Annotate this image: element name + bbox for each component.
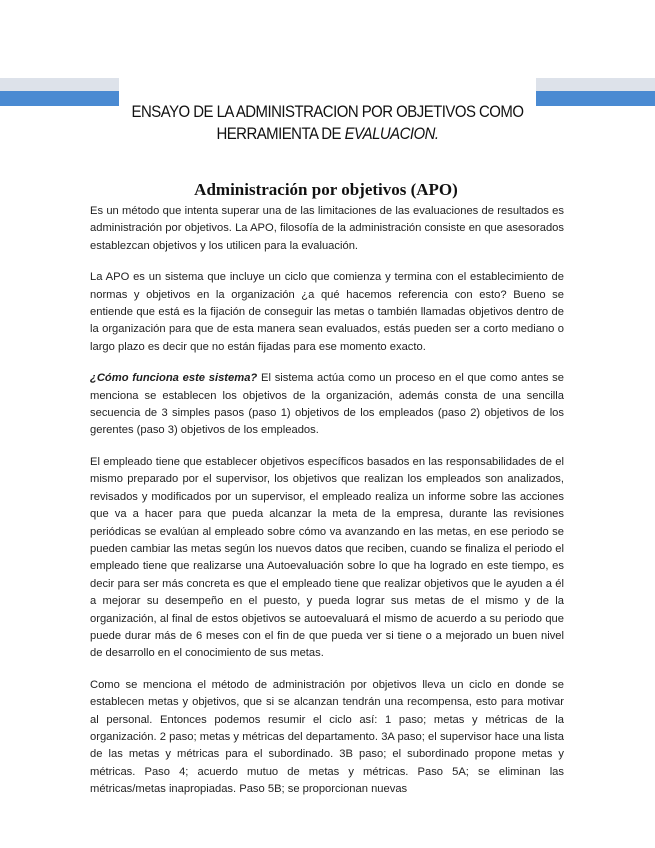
title-line-2-italic: EVALUACION. bbox=[344, 124, 439, 143]
paragraph-3 bbox=[90, 370, 564, 440]
title-line-1: ENSAYO DE LA ADMINISTRACION POR OBJETIVOS COMO bbox=[131, 102, 524, 121]
paragraph-1: Es un método que intenta superar una de las limitaciones de las evaluaciones de resultados es administración por objetivos. La APO, filosofía de la administración consiste en que asesorados establezcan objetivos y los utilicen para la evaluación. bbox=[90, 205, 564, 252]
decorative-band-left bbox=[0, 78, 119, 106]
paragraph-2: La APO es un sistema que incluye un ciclo que comienza y termina con el establecimiento de normas y objetivos en la organización ¿a qué hacemos referencia con esto? Bueno se entiende que está es la fijación de conseguir las metas o también llamadas objetivos dentro de la organización para que de esta manera sean evaluados, estás pueden ser a corto mediano o largo plazo es decir que no están fijadas para ese momento exacto. bbox=[90, 271, 564, 353]
paragraph-5: Como se menciona el método de administración por objetivos lleva un ciclo en donde se establecen metas y objetivos, que si se alcanzan tendrán una recompensa, esto para motivar al personal. Entonces podemos resumir el ciclo así: 1 paso; metas y métricas de la organización. 2 paso; metas y métricas del departamento. 3A paso; el supervisor hace una lista de las metas y métricas para el subordinado. 3B paso; el subordinado propone metas y métricas. Paso 4; acuerdo mutuo de metas y métricas. Paso 5A; se eliminan las métricas/metas inapropiadas. Paso 5B; se proporcionan nuevas bbox=[90, 678, 564, 796]
decorative-band-right bbox=[536, 78, 655, 106]
section-heading: Administración por objetivos (APO) bbox=[194, 180, 458, 199]
band-blue-stripe bbox=[536, 91, 655, 106]
question-emphasis: ¿Cómo funciona este sistema? bbox=[90, 372, 258, 385]
band-light-stripe bbox=[0, 78, 119, 91]
band-light-stripe bbox=[536, 78, 655, 91]
paragraph-4: El empleado tiene que establecer objetivos específicos basados en las responsabilidades de el mismo preparado por el supervisor, los objetivos que realizan los empleados son analizados, revisados y modificados por un supervisor, el empleado realiza un informe sobre las acciones que va a hacer para que pueda alcanzar la meta de la empresa, durante las revisiones periódicas se evalúan al empleado sobre cómo va avanzando en las metas, en ese periodo se pueden cambiar las metas según los nuevos datos que reciben, cuando se finaliza el periodo el empleado tiene que realizarse una Autoevaluación sobre lo que ha logrado en este tiempo, es decir para ser más concreta es que el empleado tiene que realizar objetivos que le ayuden a él a mejorar su desempeño en el puesto, y pueda lograr sus metas de el mismo y de la organización, al final de estos objetivos se autoevaluará el mismo de acuerdo a su periodo que puede durar más de 6 meses con el fin de que pueda ver si tiene o a mejorado un buen nivel de desarrollo en el conocimiento de sus metas. bbox=[90, 455, 564, 660]
document-title bbox=[120, 101, 534, 145]
document-body bbox=[90, 203, 564, 813]
title-line-2-prefix: HERRAMIENTA DE bbox=[216, 124, 345, 143]
paragraph-3-text: El sistema actúa como un proceso en el que como antes se menciona se establecen los objetivos de la organización, además consta de una sencilla secuencia de 3 simples pasos (paso 1) objetivos de los empleados (paso 2) objetivos de los gerentes (paso 3) objetivos de los empleados. bbox=[90, 372, 564, 437]
band-blue-stripe bbox=[0, 91, 119, 106]
title-line-2 bbox=[120, 123, 534, 145]
